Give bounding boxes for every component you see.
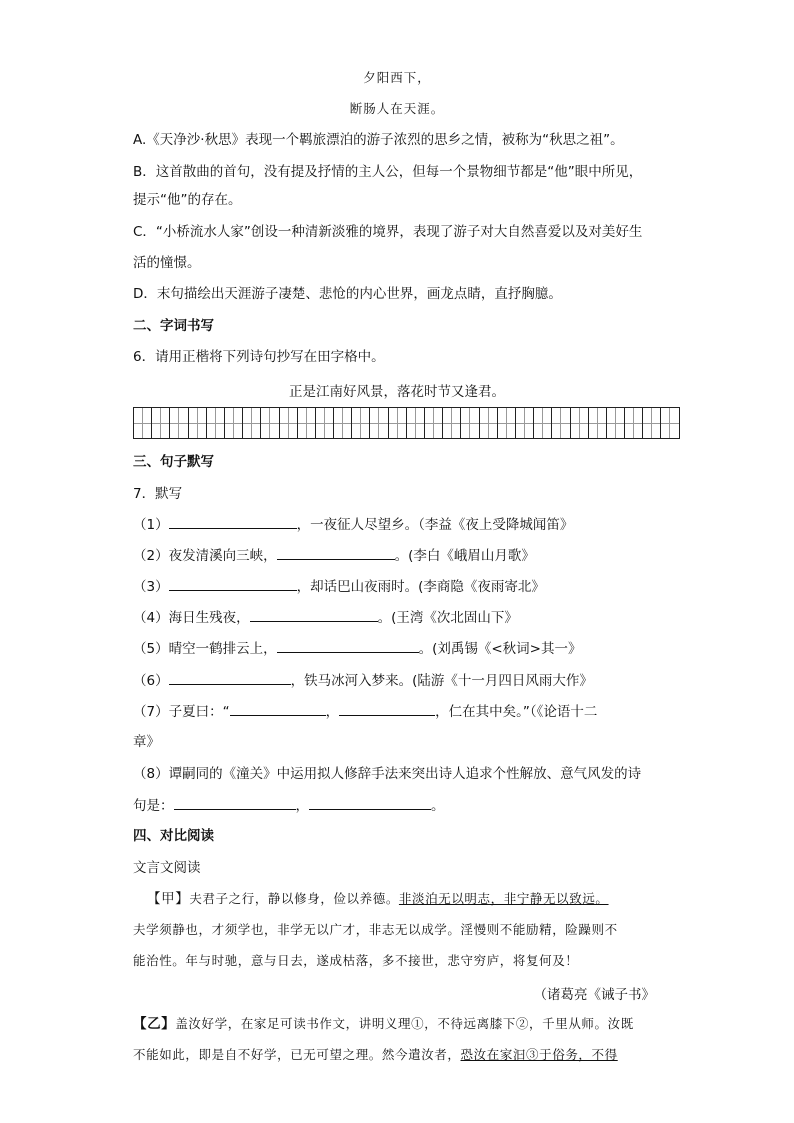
option-c-cont: 活的憧憬。 <box>133 255 201 271</box>
answer-blank[interactable] <box>169 514 297 529</box>
item-text: （3） <box>133 579 169 595</box>
option-d: D．末句描绘出天涯游子凄楚、悲怆的内心世界，画龙点睛，直抒胸臆。 <box>133 286 562 302</box>
dictation-item-1 <box>133 514 663 535</box>
item-text: ，铁马冰河入梦来。(陆游《十一月四日风雨大作》 <box>290 673 593 689</box>
passage-jia-line <box>133 889 663 909</box>
item-text: 。(李白《峨眉山月歌》 <box>394 548 535 564</box>
passage-text: 不能如此，即是自不好学，已无可望之理。然今遣汝者， <box>133 1047 461 1062</box>
option-a: A.《天净沙·秋思》表现一个羁旅漂泊的游子浓烈的思乡之情，被称为“秋思之祖”。 <box>133 132 624 148</box>
dictation-item-7 <box>133 701 663 722</box>
passage-jia-line: 夫学须静也，才须学也，非学无以广才，非志无以成学。淫慢则不能励精，险躁则不 <box>133 922 618 937</box>
dictation-item-7-cont: 章》 <box>133 734 160 750</box>
tianzige-cell[interactable] <box>170 407 188 439</box>
answer-blank[interactable] <box>309 795 431 810</box>
item-text: 。 <box>431 798 445 814</box>
dictation-item-4 <box>133 607 663 628</box>
tianzige-cell[interactable] <box>316 407 334 439</box>
tianzige-cell[interactable] <box>243 407 261 439</box>
tianzige-cell[interactable] <box>461 407 479 439</box>
underlined-sentence: 非淡泊无以明志，非宁静无以致远。 <box>398 891 609 906</box>
poem-line: 夕阳西下， <box>363 70 431 85</box>
dictation-item-6 <box>133 670 663 691</box>
answer-blank[interactable] <box>277 545 395 560</box>
tianzige-cell[interactable] <box>225 407 243 439</box>
tianzige-cell[interactable] <box>280 407 298 439</box>
poem-line: 断肠人在天涯。 <box>349 101 445 116</box>
answer-blank[interactable] <box>169 670 291 685</box>
tianzige-cell[interactable] <box>189 407 207 439</box>
tianzige-grid <box>133 407 680 439</box>
item-text: （2）夜发清溪向三峡， <box>133 548 277 564</box>
tianzige-cell[interactable] <box>207 407 225 439</box>
tianzige-cell[interactable] <box>407 407 425 439</box>
passage-label: 【甲】 <box>147 891 190 907</box>
passage-yi-line <box>133 1045 663 1065</box>
answer-blank[interactable] <box>174 795 296 810</box>
answer-blank[interactable] <box>230 701 326 716</box>
passage-yi-line <box>133 1014 663 1034</box>
item-text: ，却话巴山夜雨时。(李商隐《夜雨寄北》 <box>296 579 545 595</box>
passage-jia-line: 能治性。年与时驰，意与日去，遂成枯落，多不接世，悲守穷庐，将复何及！ <box>133 953 579 968</box>
dictation-item-5 <box>133 638 663 659</box>
option-b-cont: 提示“他”的存在。 <box>133 192 242 208</box>
tianzige-cell[interactable] <box>370 407 388 439</box>
answer-blank[interactable] <box>339 701 435 716</box>
subheading: 文言文阅读 <box>133 860 201 876</box>
dictation-item-8-cont <box>133 795 663 816</box>
tianzige-cell[interactable] <box>661 407 679 439</box>
passage-text: 盖汝好学，在家足可读书作文，讲明义理①，不待远离膝下②，千里从师。汝既 <box>175 1016 634 1031</box>
tianzige-cell[interactable] <box>443 407 461 439</box>
item-text: ，仁在其中矣。”（《论语十二 <box>435 704 598 720</box>
item-text: （5）晴空一鹤排云上， <box>133 641 277 657</box>
item-text: 。(王湾《次北固山下》 <box>377 610 518 626</box>
passage-source: （诸葛亮《诫子书》 <box>533 987 655 1003</box>
question-7: 7．默写 <box>133 486 183 502</box>
tianzige-cell[interactable] <box>607 407 625 439</box>
item-text: （4）海日生残夜， <box>133 610 250 626</box>
tianzige-cell[interactable] <box>625 407 643 439</box>
tianzige-cell[interactable] <box>425 407 443 439</box>
dictation-item-8: （8）谭嗣同的《潼关》中运用拟人修辞手法来突出诗人追求个性解放、意气风发的诗 <box>133 766 642 782</box>
section-heading: 三、句子默写 <box>133 454 214 470</box>
tianzige-cell[interactable] <box>389 407 407 439</box>
section-heading: 四、对比阅读 <box>133 828 214 844</box>
item-text: 句是： <box>133 798 174 814</box>
tianzige-cell[interactable] <box>498 407 516 439</box>
answer-blank[interactable] <box>250 607 378 622</box>
item-text: （6） <box>133 673 169 689</box>
underlined-sentence: 恐汝在家汩③于俗务，不得 <box>460 1047 618 1062</box>
tianzige-cell[interactable] <box>298 407 316 439</box>
tianzige-cell[interactable] <box>261 407 279 439</box>
tianzige-cell[interactable] <box>134 407 152 439</box>
item-text: 。(刘禹锡《<秋词>其一》 <box>418 641 582 657</box>
item-text: ，一夜征人尽望乡。（李益《夜上受降城闻笛》 <box>296 517 574 533</box>
answer-blank[interactable] <box>169 576 297 591</box>
item-text: ， <box>295 798 309 814</box>
option-b: B．这首散曲的首句，没有提及抒情的主人公，但每一个景物细节都是“他”眼中所见， <box>133 164 643 180</box>
section-heading: 二、字词书写 <box>133 318 214 334</box>
tianzige-cell[interactable] <box>152 407 170 439</box>
dictation-item-2 <box>133 545 663 566</box>
passage-text: 夫君子之行，静以修身，俭以养德。 <box>189 891 399 906</box>
answer-blank[interactable] <box>277 638 419 653</box>
dictation-item-3 <box>133 576 663 597</box>
tianzige-cell[interactable] <box>516 407 534 439</box>
tianzige-cell[interactable] <box>643 407 661 439</box>
tianzige-cell[interactable] <box>534 407 552 439</box>
tianzige-cell[interactable] <box>334 407 352 439</box>
option-c: C．“小桥流水人家”创设一种清新淡雅的境界，表现了游子对大自然喜爱以及对美好生 <box>133 224 643 240</box>
passage-label: 【乙】 <box>133 1016 176 1032</box>
verse-to-copy: 正是江南好风景，落花时节又逢君。 <box>289 384 505 400</box>
tianzige-cell[interactable] <box>571 407 589 439</box>
tianzige-cell[interactable] <box>352 407 370 439</box>
question-6: 6．请用正楷将下列诗句抄写在田字格中。 <box>133 349 385 365</box>
tianzige-cell[interactable] <box>589 407 607 439</box>
tianzige-cell[interactable] <box>480 407 498 439</box>
tianzige-cell[interactable] <box>552 407 570 439</box>
item-text: （7）子夏曰：“ <box>133 704 230 720</box>
item-text: （1） <box>133 517 169 533</box>
item-text: ， <box>325 704 340 720</box>
